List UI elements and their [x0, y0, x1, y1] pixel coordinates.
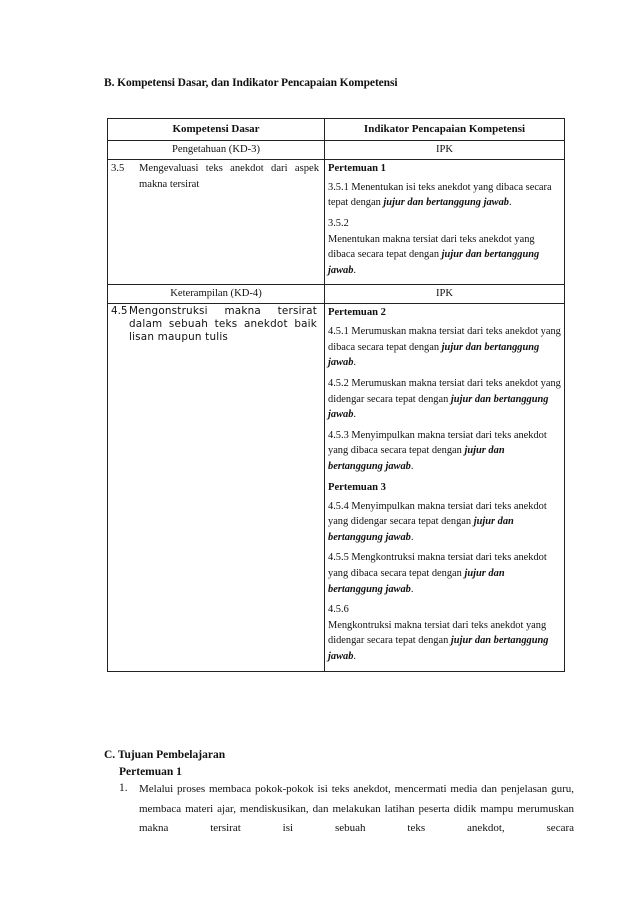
meeting-1-title: Pertemuan 1 — [328, 162, 386, 174]
kd3-text: Mengevaluasi teks anekdot dari aspek makna tersirat — [139, 162, 319, 190]
meeting-3-title: Pertemuan 3 — [328, 481, 386, 493]
kd4-text: Mengonstruksi makna tersirat dalam sebuah teks anekdot baik lisan maupun tulis — [129, 305, 317, 344]
kd4-cell — [108, 304, 325, 671]
kd4-number: 4.5 — [111, 305, 128, 318]
competency-table — [107, 118, 565, 672]
indicator-4-5-3: 4.5.3 Menyimpulkan makna tersiat dari teks anekdot yang dibaca secara tepat dengan jujur dan bertanggung jawab. — [328, 429, 547, 473]
meeting-2-title: Pertemuan 2 — [328, 307, 386, 319]
section-b-heading: B. Kompetensi Dasar, dan Indikator Pencapaian Kompetensi — [104, 77, 398, 89]
indicator-4-5-2: 4.5.2 Merumuskan makna tersiat dari teks anekdot yang didengar secara tepat dengan jujur dan bertanggung jawab. — [328, 378, 561, 421]
list-item-text: Melalui proses membaca pokok-pokok isi teks anekdot, mencermati media dan penjelasan guru, membaca materi ajar, mendiskusikan, dan melakukan latihan peserta didik mampu merumuskan makna tersirat isi sebuah teks anekdot, secara — [139, 783, 574, 834]
keterampilan-ipk: IPK — [325, 285, 565, 304]
header-indikator: Indikator Pencapaian Kompetensi — [325, 119, 565, 141]
list-item-number: 1. — [119, 782, 128, 795]
header-kompetensi-dasar: Kompetensi Dasar — [108, 119, 325, 141]
pengetahuan-row — [108, 141, 565, 160]
indicator-4-5-5: 4.5.5 Mengkontruksi makna tersiat dari teks anekdot yang dibaca secara tepat dengan jujur dan bertanggung jawab. — [328, 552, 547, 595]
section-c-heading: C. Tujuan Pembelajaran — [104, 749, 226, 761]
keterampilan-label: Keterampilan (KD-4) — [108, 285, 325, 304]
list-item — [104, 780, 574, 838]
kd3-row — [108, 159, 565, 285]
pengetahuan-ipk: IPK — [325, 141, 565, 160]
table-header-row — [108, 119, 565, 141]
kd4-indicators — [325, 304, 565, 671]
indicator-4-5-6: 4.5.6 Mengkontruksi makna tersiat dari teks anekdot yang didengar secara tepat dengan jujur dan bertanggung jawab. — [328, 604, 549, 663]
indicator-3-5-1: 3.5.1 Menentukan isi teks anekdot yang dibaca secara tepat dengan jujur dan bertanggung jawab. — [328, 181, 552, 209]
keterampilan-row — [108, 285, 565, 304]
indicator-3-5-2: 3.5.2 Menentukan makna tersiat dari teks anekdot yang dibaca secara tepat dengan jujur dan bertanggung jawab. — [328, 218, 540, 276]
pengetahuan-label: Pengetahuan (KD-3) — [108, 141, 325, 160]
indicator-4-5-4: 4.5.4 Menyimpulkan makna tersiat dari teks anekdot yang didengar secara tepat dengan jujur dan bertanggung jawab. — [328, 500, 547, 543]
section-c-meeting-1: Pertemuan 1 — [119, 765, 182, 778]
kd4-row — [108, 304, 565, 671]
kd3-cell — [108, 159, 325, 285]
kd3-indicators — [325, 159, 565, 285]
section-c — [104, 747, 574, 838]
indicator-4-5-1: 4.5.1 Merumuskan makna tersiat dari teks anekdot yang dibaca secara tepat dengan jujur dan bertanggung jawab. — [328, 326, 561, 369]
kd3-number: 3.5 — [111, 162, 125, 174]
